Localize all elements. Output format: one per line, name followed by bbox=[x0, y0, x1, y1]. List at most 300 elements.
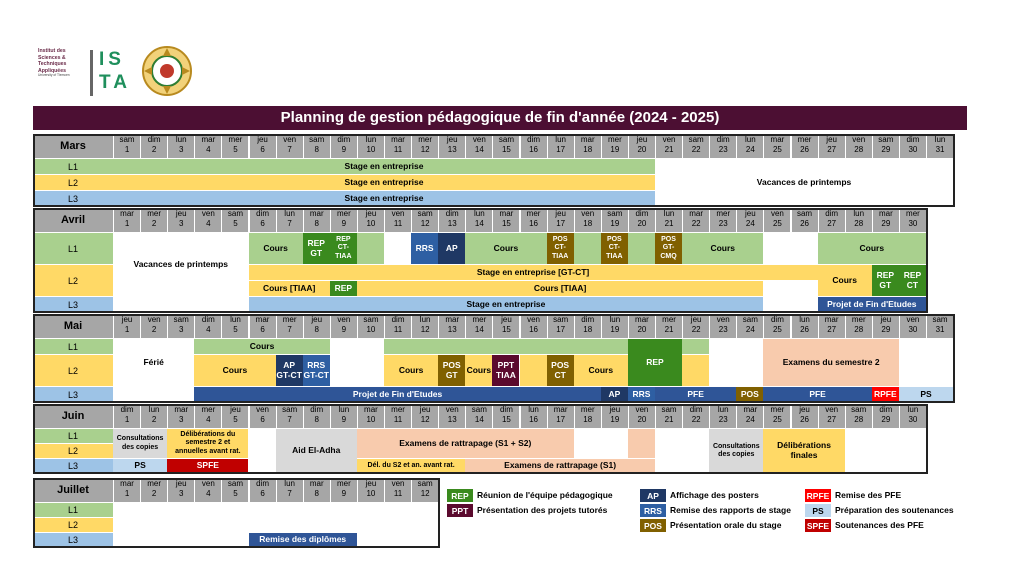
day-name: dim bbox=[879, 405, 893, 414]
day-number: 10 bbox=[366, 489, 376, 498]
day-number: 8 bbox=[314, 145, 319, 154]
day-name: sam bbox=[553, 315, 569, 324]
day-header bbox=[465, 404, 492, 428]
day-header bbox=[520, 314, 547, 338]
day-name: mer bbox=[770, 405, 785, 414]
day-header bbox=[303, 404, 330, 428]
day-name: ven bbox=[472, 135, 486, 144]
day-number: 17 bbox=[556, 219, 566, 228]
day-number: 8 bbox=[314, 219, 319, 228]
row-label-l3: L3 bbox=[33, 532, 113, 547]
schedule-block: POS GT-CMQ bbox=[655, 232, 682, 264]
day-name: ven bbox=[391, 209, 405, 218]
day-header bbox=[357, 478, 384, 502]
schedule-block: Examens du semestre 2 bbox=[763, 338, 899, 386]
legend-code-pos: POS bbox=[640, 519, 666, 532]
legend-code-rrs: RRS bbox=[640, 504, 666, 517]
logo-divider bbox=[90, 50, 93, 96]
day-name: jeu bbox=[501, 315, 512, 324]
day-number: 16 bbox=[529, 415, 538, 424]
day-name: jeu bbox=[175, 479, 187, 488]
day-number: 15 bbox=[501, 325, 511, 334]
schedule-block: REP GT bbox=[303, 232, 330, 264]
day-name: jeu bbox=[446, 135, 458, 144]
institute-line: Techniques bbox=[38, 61, 67, 67]
day-name: dim bbox=[256, 209, 269, 218]
day-name: dim bbox=[337, 135, 351, 144]
day-name: lun bbox=[284, 209, 295, 218]
day-number: 13 bbox=[447, 415, 457, 424]
row-label-l3: L3 bbox=[33, 190, 113, 206]
schedule-block: Cours [TIAA] bbox=[357, 280, 764, 296]
day-header bbox=[818, 404, 845, 428]
day-name: jeu bbox=[826, 135, 837, 144]
schedule-block: RRS bbox=[411, 232, 438, 264]
day-number: 6 bbox=[260, 145, 265, 154]
day-number: 7 bbox=[287, 145, 292, 154]
day-name: lun bbox=[419, 315, 431, 324]
day-number: 27 bbox=[827, 145, 837, 154]
day-header bbox=[574, 404, 601, 428]
row-label-l1: L1 bbox=[33, 158, 113, 174]
day-header bbox=[465, 134, 492, 158]
day-number: 26 bbox=[800, 219, 809, 228]
day-number: 26 bbox=[800, 145, 809, 154]
day-number: 1 bbox=[124, 219, 130, 228]
day-number: 5 bbox=[233, 489, 238, 498]
day-header bbox=[682, 134, 709, 158]
day-name: dim bbox=[445, 209, 459, 218]
day-number: 29 bbox=[881, 145, 891, 154]
day-header bbox=[438, 208, 465, 232]
day-name: mer bbox=[418, 135, 433, 144]
day-name: dim bbox=[770, 315, 784, 324]
day-number: 29 bbox=[881, 325, 891, 334]
day-number: 28 bbox=[854, 415, 864, 424]
month-name: Juin bbox=[33, 404, 113, 428]
day-header bbox=[492, 208, 519, 232]
day-header bbox=[194, 404, 221, 428]
schedule-block bbox=[628, 428, 655, 458]
day-name: ven bbox=[527, 315, 540, 324]
day-header bbox=[655, 314, 682, 338]
day-header bbox=[845, 314, 872, 338]
day-number: 17 bbox=[556, 325, 566, 334]
day-header bbox=[736, 208, 763, 232]
row-label-l3: L3 bbox=[33, 296, 113, 312]
day-number: 23 bbox=[718, 145, 728, 154]
day-header bbox=[818, 208, 845, 232]
day-name: jeu bbox=[365, 479, 377, 488]
day-header bbox=[899, 404, 926, 428]
day-header bbox=[655, 404, 682, 428]
schedule-block: Cours bbox=[249, 232, 303, 264]
legend-code-ap: AP bbox=[640, 489, 666, 502]
day-name: jeu bbox=[555, 209, 566, 218]
schedule-block: Cours bbox=[384, 354, 438, 386]
day-number: 22 bbox=[691, 325, 701, 334]
schedule-block: PFE bbox=[655, 386, 736, 402]
day-number: 8 bbox=[314, 489, 319, 498]
day-header bbox=[520, 134, 547, 158]
day-header bbox=[791, 134, 818, 158]
day-header bbox=[357, 134, 384, 158]
day-name: jeu bbox=[636, 135, 648, 144]
schedule-block: Remise des diplômes bbox=[249, 532, 357, 547]
day-header bbox=[709, 134, 736, 158]
day-number: 2 bbox=[151, 145, 157, 154]
day-number: 17 bbox=[556, 415, 566, 424]
day-number: 1 bbox=[124, 415, 130, 424]
day-number: 21 bbox=[664, 145, 674, 154]
day-name: lun bbox=[853, 209, 865, 218]
day-header bbox=[492, 404, 519, 428]
day-header bbox=[330, 208, 357, 232]
schedule-block: Vacances de printemps bbox=[113, 232, 249, 296]
day-number: 30 bbox=[908, 219, 918, 228]
day-name: mer bbox=[607, 135, 622, 144]
day-number: 4 bbox=[206, 219, 211, 228]
schedule-block: Cours bbox=[574, 354, 628, 386]
day-number: 21 bbox=[664, 219, 674, 228]
day-name: jeu bbox=[745, 209, 756, 218]
day-name: lun bbox=[528, 405, 539, 414]
day-name: ven bbox=[283, 135, 297, 144]
day-name: ven bbox=[825, 405, 839, 414]
day-number: 8 bbox=[314, 325, 319, 334]
day-name: sam bbox=[309, 135, 325, 144]
day-number: 16 bbox=[529, 145, 538, 154]
day-number: 20 bbox=[637, 325, 647, 334]
day-name: ven bbox=[201, 209, 215, 218]
day-name: lun bbox=[907, 405, 919, 414]
schedule-block: AP bbox=[601, 386, 628, 402]
day-header bbox=[438, 134, 465, 158]
day-header bbox=[763, 404, 790, 428]
day-number: 24 bbox=[745, 415, 755, 424]
day-number: 14 bbox=[474, 145, 484, 154]
day-name: sam bbox=[417, 479, 433, 488]
day-number: 11 bbox=[393, 325, 403, 334]
schedule-block: PS bbox=[899, 386, 953, 402]
day-header bbox=[601, 134, 628, 158]
day-name: lun bbox=[148, 405, 160, 414]
day-name: jeu bbox=[690, 315, 702, 324]
day-header bbox=[303, 478, 330, 502]
day-number: 24 bbox=[745, 325, 755, 334]
day-name: mar bbox=[309, 209, 324, 218]
day-number: 21 bbox=[664, 415, 674, 424]
row-label-l3: L3 bbox=[33, 458, 113, 473]
day-name: mar bbox=[120, 209, 134, 218]
day-header bbox=[736, 134, 763, 158]
schedule-block: PFE bbox=[763, 386, 871, 402]
day-number: 28 bbox=[854, 219, 864, 228]
schedule-block: Projet de Fin d'Etudes bbox=[818, 296, 926, 312]
schedule-block bbox=[520, 354, 547, 386]
schedule-block: REP bbox=[628, 338, 682, 386]
day-name: mar bbox=[580, 135, 595, 144]
day-name: sam bbox=[227, 209, 243, 218]
day-header bbox=[628, 404, 655, 428]
day-name: dim bbox=[906, 135, 920, 144]
day-number: 31 bbox=[935, 145, 945, 154]
row-label-l3: L3 bbox=[33, 386, 113, 402]
day-number: 28 bbox=[854, 145, 864, 154]
day-number: 16 bbox=[529, 325, 538, 334]
day-name: ven bbox=[445, 405, 459, 414]
day-header bbox=[330, 404, 357, 428]
day-header bbox=[330, 314, 357, 338]
day-number: 9 bbox=[341, 325, 347, 334]
day-header bbox=[791, 404, 818, 428]
legend-code-spfe: SPFE bbox=[806, 520, 830, 531]
page-title: Planning de gestion pédagogique de fin d'année (2024 - 2025) bbox=[33, 106, 967, 130]
schedule-block: Consultations des copies bbox=[113, 428, 167, 458]
schedule-block: Délibérations finales bbox=[763, 428, 844, 473]
schedule-block: Cours bbox=[465, 232, 546, 264]
day-header bbox=[601, 314, 628, 338]
day-name: dim bbox=[635, 209, 649, 218]
day-header bbox=[249, 314, 276, 338]
schedule-block: Cours bbox=[194, 338, 330, 354]
day-header bbox=[818, 314, 845, 338]
day-header bbox=[221, 208, 248, 232]
day-header bbox=[465, 314, 492, 338]
day-number: 29 bbox=[881, 415, 891, 424]
day-name: ven bbox=[635, 405, 649, 414]
day-header bbox=[194, 478, 221, 502]
day-number: 2 bbox=[151, 489, 157, 498]
schedule-block: Examens de rattrapage (S1) bbox=[465, 458, 655, 473]
legend-code-rep: REP bbox=[447, 489, 473, 502]
day-header bbox=[574, 208, 601, 232]
schedule-block: SPFE bbox=[167, 458, 248, 473]
day-header bbox=[384, 478, 411, 502]
day-header bbox=[682, 208, 709, 232]
day-name: lun bbox=[799, 315, 810, 324]
day-number: 4 bbox=[206, 145, 211, 154]
day-name: mer bbox=[147, 479, 162, 488]
schedule-block bbox=[763, 280, 817, 296]
day-name: mer bbox=[851, 315, 866, 324]
day-header bbox=[249, 134, 276, 158]
day-number: 30 bbox=[908, 145, 918, 154]
day-name: ven bbox=[256, 405, 269, 414]
day-number: 18 bbox=[583, 145, 593, 154]
day-header bbox=[167, 314, 194, 338]
day-number: 12 bbox=[420, 489, 430, 498]
day-number: 18 bbox=[583, 415, 593, 424]
day-number: 2 bbox=[151, 325, 157, 334]
day-number: 30 bbox=[908, 325, 918, 334]
day-name: jeu bbox=[609, 405, 621, 414]
day-header bbox=[492, 134, 519, 158]
schedule-block: Stage en entreprise bbox=[249, 296, 764, 312]
day-name: mar bbox=[553, 405, 568, 414]
day-header bbox=[411, 404, 438, 428]
schedule-block: Délibérations du semestre 2 et annuelles avant rat. bbox=[167, 428, 248, 458]
row-label-l1: L1 bbox=[33, 232, 113, 264]
row-label-l2: L2 bbox=[33, 517, 113, 532]
day-number: 12 bbox=[420, 219, 430, 228]
day-name: mar bbox=[364, 405, 378, 414]
day-name: ven bbox=[906, 315, 920, 324]
day-number: 23 bbox=[718, 219, 728, 228]
day-number: 6 bbox=[260, 219, 265, 228]
institute-line: Sciences & bbox=[38, 54, 66, 61]
day-name: sam bbox=[851, 405, 867, 414]
day-header bbox=[384, 404, 411, 428]
day-number: 6 bbox=[260, 415, 265, 424]
schedule-block bbox=[682, 338, 709, 354]
legend-label: Remise des rapports de stage bbox=[670, 505, 791, 515]
institute-name bbox=[38, 48, 86, 78]
schedule-block: POS CT-TIAA bbox=[547, 232, 574, 264]
day-number: 20 bbox=[637, 219, 647, 228]
day-header bbox=[276, 314, 303, 338]
day-header bbox=[384, 314, 411, 338]
day-header bbox=[276, 134, 303, 158]
schedule-block: POS CT-TIAA bbox=[601, 232, 628, 264]
day-name: dim bbox=[120, 405, 134, 414]
day-name: sam bbox=[661, 405, 677, 414]
day-header bbox=[899, 134, 926, 158]
day-name: sam bbox=[282, 405, 298, 414]
day-number: 22 bbox=[691, 145, 701, 154]
day-name: mar bbox=[309, 479, 324, 488]
schedule-block: Examens de rattrapage (S1 + S2) bbox=[357, 428, 574, 458]
day-header bbox=[926, 314, 953, 338]
schedule-block: Stage en entreprise bbox=[113, 190, 655, 206]
schedule-block bbox=[357, 232, 384, 264]
day-header bbox=[194, 314, 221, 338]
day-number: 12 bbox=[420, 145, 430, 154]
day-name: ven bbox=[770, 209, 784, 218]
day-name: sam bbox=[742, 315, 758, 324]
day-header bbox=[276, 404, 303, 428]
day-header bbox=[763, 208, 790, 232]
legend-code-rpfe: RPFE bbox=[806, 490, 830, 501]
schedule-block: POS CT bbox=[547, 354, 574, 386]
day-header bbox=[574, 134, 601, 158]
day-header bbox=[709, 404, 736, 428]
legend-code-ps: PS bbox=[805, 504, 831, 517]
day-number: 9 bbox=[341, 489, 347, 498]
day-name: lun bbox=[555, 135, 566, 144]
legend-label: Remise des PFE bbox=[835, 490, 902, 500]
day-name: mer bbox=[282, 315, 297, 324]
day-name: mer bbox=[716, 209, 731, 218]
schedule-block: Stage en entreprise bbox=[113, 158, 655, 174]
day-header bbox=[763, 314, 790, 338]
day-number: 19 bbox=[610, 219, 620, 228]
day-name: dim bbox=[527, 135, 540, 144]
day-name: sam bbox=[471, 405, 487, 414]
day-number: 4 bbox=[206, 325, 211, 334]
day-header bbox=[221, 134, 248, 158]
day-header bbox=[113, 134, 140, 158]
day-number: 11 bbox=[393, 145, 403, 154]
day-number: 6 bbox=[260, 489, 265, 498]
day-header bbox=[303, 314, 330, 338]
day-header bbox=[357, 314, 384, 338]
day-header bbox=[140, 208, 167, 232]
day-name: jeu bbox=[230, 405, 241, 414]
month-name: Juillet bbox=[33, 478, 113, 502]
day-header bbox=[438, 314, 465, 338]
day-header bbox=[547, 134, 574, 158]
day-header bbox=[384, 134, 411, 158]
day-header bbox=[628, 208, 655, 232]
day-number: 13 bbox=[447, 219, 457, 228]
day-number: 22 bbox=[691, 415, 701, 424]
day-number: 5 bbox=[233, 415, 238, 424]
day-name: dim bbox=[391, 315, 405, 324]
day-number: 9 bbox=[341, 145, 347, 154]
schedule-block: AP GT-CT bbox=[276, 354, 303, 386]
schedule-block: Férié bbox=[113, 338, 194, 386]
day-header bbox=[411, 208, 438, 232]
row-label-l2: L2 bbox=[33, 174, 113, 190]
day-header bbox=[547, 314, 574, 338]
day-header bbox=[872, 134, 899, 158]
day-name: mar bbox=[689, 209, 704, 218]
day-number: 5 bbox=[233, 145, 238, 154]
day-number: 21 bbox=[664, 325, 674, 334]
day-number: 3 bbox=[179, 415, 184, 424]
day-name: jeu bbox=[880, 315, 892, 324]
day-number: 3 bbox=[179, 219, 184, 228]
day-number: 7 bbox=[287, 325, 292, 334]
schedule-block: Stage en entreprise [GT-CT] bbox=[249, 264, 818, 280]
day-name: mar bbox=[120, 479, 134, 488]
day-name: ven bbox=[147, 315, 161, 324]
day-number: 18 bbox=[583, 219, 593, 228]
day-header bbox=[872, 208, 899, 232]
month-name: Avril bbox=[33, 208, 113, 232]
day-header bbox=[628, 134, 655, 158]
day-name: mer bbox=[391, 405, 405, 414]
day-name: sam bbox=[498, 135, 514, 144]
schedule-block: REP GT bbox=[872, 264, 899, 296]
day-name: mer bbox=[228, 135, 243, 144]
day-header bbox=[520, 404, 547, 428]
day-number: 15 bbox=[501, 415, 511, 424]
day-number: 7 bbox=[287, 489, 292, 498]
day-number: 4 bbox=[206, 489, 211, 498]
month-name: Mars bbox=[33, 134, 113, 158]
schedule-block: REP CT bbox=[899, 264, 926, 296]
day-number: 16 bbox=[529, 219, 538, 228]
schedule-block bbox=[574, 232, 601, 264]
day-number: 9 bbox=[341, 415, 347, 424]
day-number: 31 bbox=[935, 325, 945, 334]
day-number: 25 bbox=[772, 325, 782, 334]
day-name: dim bbox=[201, 315, 215, 324]
day-header bbox=[574, 314, 601, 338]
schedule-block: Vacances de printemps bbox=[655, 158, 953, 206]
day-name: jeu bbox=[311, 315, 323, 324]
logo-acronym-top: IS bbox=[99, 49, 125, 70]
day-number: 26 bbox=[800, 415, 809, 424]
row-label-l2: L2 bbox=[33, 354, 113, 386]
day-number: 14 bbox=[474, 219, 484, 228]
day-number: 2 bbox=[151, 415, 157, 424]
day-name: ven bbox=[391, 479, 405, 488]
day-number: 11 bbox=[393, 489, 403, 498]
day-number: 7 bbox=[287, 415, 292, 424]
